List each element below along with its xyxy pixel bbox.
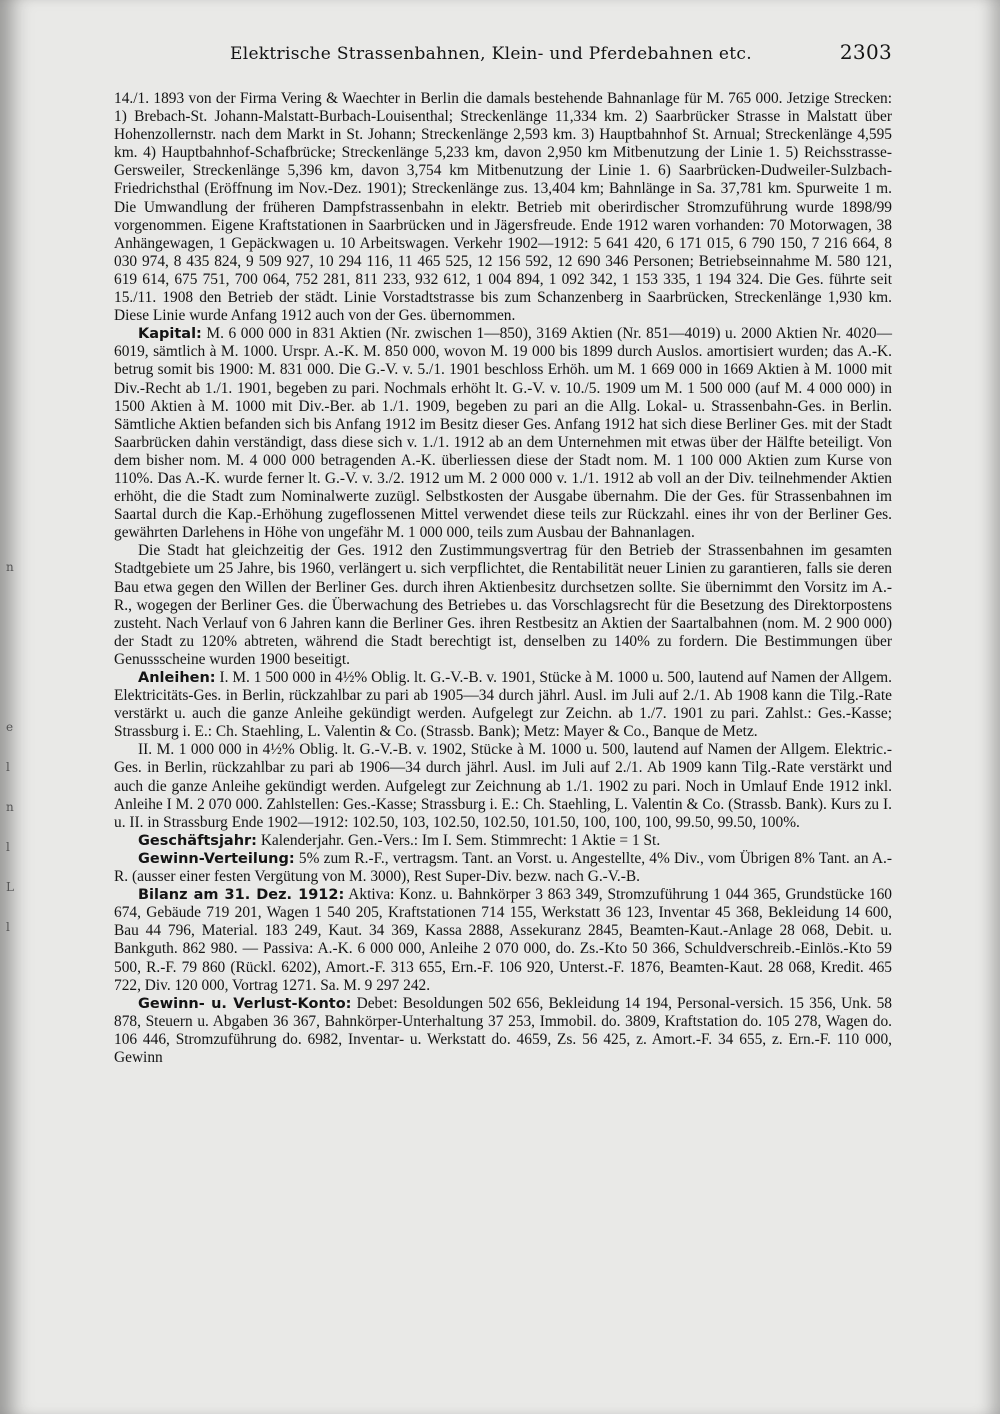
paragraph-text: Debet: Besoldungen 502 656, Bekleidung 14 194, Personal-versich. 15 356, Unk. 58 878, Steuern u. Abgaben 36 367, Bahnkörper-Unterhaltung 37 253, Immobil. do. 3809, Kraftstation do. 105 278, Wagen do. 106 446, Stromzuführung do. 6982, Inventar- u. Werkstatt do. 4659, Zs. 56 425, z. Amort.-F. 34 655, z. Ern.-F. 110 000, Gewinn — [114, 994, 892, 1066]
margin-mark: n — [6, 560, 14, 574]
paragraph-lead: Anleihen: — [138, 670, 216, 686]
paragraph-lead: Kapital: — [138, 326, 202, 343]
paragraph-lead: Geschäftsjahr: — [138, 832, 257, 849]
paragraph-lead: Bilanz am 31. Dez. 1912: — [138, 887, 345, 904]
paragraph-bilanz — [114, 886, 892, 995]
margin-mark: L — [6, 880, 14, 894]
running-title: Elektrische Strassenbahnen, Klein- und Pferdebahnen etc. — [230, 44, 752, 64]
paragraph-kapital — [114, 325, 892, 542]
paragraph-gewinn-verlust — [114, 995, 892, 1067]
paragraph-lead: Gewinn-Verteilung: — [138, 850, 295, 867]
paragraph-text: Aktiva: Konz. u. Bahnkörper 3 863 349, Stromzuführung 1 044 365, Grundstücke 160 674, Gebäude 719 201, Wagen 1 540 205, Kraftstationen 714 155, Werkstatt 36 123, Inventar 45 368, Bekleidung 14 600, Bau 44 796, Material. 183 249, Kaut. 34 369, Kassa 2888, Assekuranz 2845, Beamten-Kaut.-Anlage 28 068, Debit. u. Bankguth. 862 980. — Passiva: A.-K. 6 000 000, Anleihe 2 070 000, do. Zs.-Kto 50 366, Schuldverschreib.-Einlös.-Kto 59 500, R.-F. 79 860 (Rückl. 6202), Amort.-F. 313 655, Ern.-F. 106 920, Unterst.-F. 1876, Beamten-Kaut. 28 068, Kredit. 465 722, Div. 120 000, Vortrag 1271. Sa. M. 9 297 242. — [114, 886, 892, 994]
paragraph-text: Kalenderjahr. Gen.-Vers.: Im I. Sem. Stimmrecht: 1 Aktie = 1 St. — [256, 831, 661, 849]
paragraph-text: Die Stadt hat gleichzeitig der Ges. 1912 den Zustimmungsvertrag für den Betrieb der Strassenbahnen im gesamten Stadtgebiete um 25 Jahre, bis 1960, verlängert u. sich verpflichtet, die Rentabilität neuer Linien zu garantieren, falls sie deren Bau etwa gegen den Willen der Berliner Ges. durch ihren Aktienbesitz durchsetzen sollte. Sie übernimmt den Vorsitz im A.-R., wogegen der Berliner Ges. die Überwachung des Betriebes u. das Vorschlagsrecht für die Besetzung des Direktorpostens zusteht. Nach Verlauf von 6 Jahren kann die Berliner Ges. ihren Restbesitz an Aktien der Saartalbahnen (nom. M. 2 900 000) der Stadt zu 120% abtreten, während die Stadt berechtigt ist, denselben zu 140% zu fordern. Die Bestimmungen über Genussscheine wurden 1900 beseitigt. — [114, 542, 892, 668]
paragraph-text: II. M. 1 000 000 in 4½% Oblig. lt. G.-V.-B. v. 1902, Stücke à M. 1000 u. 500, lautend auf Namen der Allgem. Elektric.-Ges. in Berlin, rückzahlbar zu pari ab 1906—34 durch jährl. Ausl. im Juli auf 2./1. Ab 1909 kann Tilg.-Rate verstärkt und auch die ganze Anleihe gekündigt werden. Aufgelegt zur Zeichnung ab 1./1. 1902 zu pari. Noch in Umlauf Ende 1912 inkl. Anleihe I M. 2 070 000. Zahlstellen: Ges.-Kasse; Strassburg i. E.: Ch. Staehling, L. Valentin & Co. (Strassb. Bank). Kurs zu I. u. II. in Strassburg Ende 1902—1912: 102.50, 103, 102.50, 102.50, 101.50, 100, 100, 100, 99.50, 99.50, 100%. — [114, 741, 892, 831]
margin-mark: l — [6, 760, 10, 774]
paragraph-text: 5% zum R.-F., vertragsm. Tant. an Vorst. u. Angestellte, 4% Div., vom Übrigen 8% Tant. an A.-R. (ausser einer festen Vergütung von M. 3000), Rest Super-Div. bezw. nach G.-V.-B. — [114, 849, 892, 886]
margin-mark: l — [6, 920, 10, 934]
page-number: 2303 — [839, 40, 892, 64]
paragraph-stadt — [114, 542, 892, 669]
margin-mark: e — [6, 720, 14, 734]
paragraph-text: 14./1. 1893 von der Firma Vering & Waechter in Berlin die damals bestehende Bahnanlage für M. 765 000. Jetzige Strecken: 1) Brebach-St. Johann-Malstatt-Burbach-Louisenthal; Streckenlänge 11,334 km. 2) Saarbrücker Strasse in Malstatt über Hohenzollernstr. nach dem Markt in St. Johann; Streckenlänge 2,593 km. 3) Hauptbahnhof St. Arnual; Streckenlänge 4,595 km. 4) Hauptbahnhof-Schafbrücke; Streckenlänge 5,233 km, davon 2,950 km Mitbenutzung der Linie 1. 5) Reichsstrasse-Gersweiler, Streckenlänge 5,396 km, davon 3,754 km Mitbenutzung der Linie 1. 6) Saarbrücken-Dudweiler-Sulzbach-Friedrichsthal (Eröffnung im Nov.-Dez. 1901); Streckenlänge zus. 13,404 km; Bahnlänge in Sa. 37,781 km. Spurweite 1 m. Die Umwandlung der früheren Dampfstrassenbahn in elektr. Betrieb mit oberirdischer Stromzuführung wurde 1898/99 vorgenommen. Eigene Kraftstationen in Saarbrücken und in Jägersfreude. Ende 1912 waren vorhanden: 70 Motorwagen, 38 Anhängewagen, 1 Gepäckwagen u. 10 Arbeitswagen. Verkehr 1902—1912: 5 641 420, 6 171 015, 6 790 150, 7 216 664, 8 030 974, 8 435 824, 9 509 927, 10 294 116, 11 465 525, 12 156 592, 12 690 346 Personen; Betriebseinnahme M. 580 121, 619 614, 675 751, 700 064, 752 281, 811 233, 932 612, 1 004 894, 1 092 342, 1 153 335, 1 194 324. Die Ges. führte seit 15./11. 1908 den Betrieb der städt. Linie Vorstadtstrasse bis zum Schanzenberg in Saarbrücken, Streckenlänge 1,930 km. Diese Linie wurde Anfang 1912 auch von der Ges. übernommen. — [114, 90, 892, 325]
paragraph-geschaeftsjahr — [114, 832, 892, 850]
page-body — [114, 90, 892, 1067]
page-header — [110, 38, 892, 68]
margin-mark: n — [6, 800, 14, 814]
paragraph-history — [114, 90, 892, 325]
paragraph-text: M. 6 000 000 in 831 Aktien (Nr. zwischen 1—850), 3169 Aktien (Nr. 851—4019) u. 2000 Aktien Nr. 4020—6019, sämtlich à M. 1000. Urspr. A.-K. M. 850 000, wovon M. 19 000 bis 1899 durch Auslos. amortisiert wurden; das A.-K. betrug somit bis 1900: M. 831 000. Die G.-V. v. 5./1. 1901 beschloss Erhöh. um M. 1 669 000 in 1669 Aktien à M. 1000 mit Div.-Recht ab 1./1. 1901, begeben zu pari. Nochmals erhöht lt. G.-V. v. 10./5. 1909 um M. 1 500 000 (auf M. 4 000 000) in 1500 Aktien à M. 1000 mit Div.-Ber. ab 1./1. 1909, begeben zu pari an die Allg. Lokal- u. Strassenbahn-Ges. in Berlin. Sämtliche Aktien befanden sich bis Anfang 1912 im Besitz dieser Ges. Anfang 1912 hat sich diese Berliner Ges. mit der Stadt Saarbrücken dahin verständigt, dass diese sich v. 1./1. 1912 ab an dem Unternehmen mit etwas über der Hälfte beteiligt. Von dem bisher nom. M. 4 000 000 betragenden A.-K. überliessen diese der Stadt nom. M. 1 100 000 Aktien zum Kurse von 110%. Das A.-K. wurde ferner lt. G.-V. v. 3./2. 1912 um M. 2 000 000 v. 1./1. 1912 ab voll an der Div. teilnehmender Aktien erhöht, die die Stadt zum Nominalwerte zuzügl. Selbstkosten der Ausgabe übernahm. Die der Ges. für Strassenbahnen im Saartal durch die Kap.-Erhöhung zugeflossenen Mittel verwendet diese teils zur Rückzahl. eines ihr von der Berliner Ges. gewährten Darlehens in Höhe von ungefähr M. 1 000 000, teils zum Ausbau der Bahnanlagen. — [114, 325, 892, 542]
left-margin-bleedthrough — [0, 0, 30, 1414]
paragraph-anleihe-ii — [114, 741, 892, 831]
paragraph-anleihen — [114, 669, 892, 741]
paragraph-text: I. M. 1 500 000 in 4½% Oblig. lt. G.-V.-B. v. 1901, Stücke à M. 1000 u. 500, lautend auf Namen der Allgem. Elektricitäts-Ges. in Berlin, rückzahlbar zu pari ab 1905—34 durch jährl. Ausl. im Juli auf 2./1. Ab 1908 kann die Tilg.-Rate verstärkt u. auch die ganze Anleihe gekündigt werden. Aufgelegt zur Zeichn. ab 1./7. 1901 zu pari. Zahlst.: Ges.-Kasse; Strassburg i. E.: Ch. Staehling, L. Valentin & Co. (Strassb. Bank); Metz: Mayer & Co., Banque de Metz. — [114, 669, 892, 741]
paragraph-gewinn-verteilung — [114, 850, 892, 886]
paragraph-lead: Gewinn- u. Verlust-Konto: — [138, 995, 352, 1012]
margin-mark: l — [6, 840, 10, 854]
